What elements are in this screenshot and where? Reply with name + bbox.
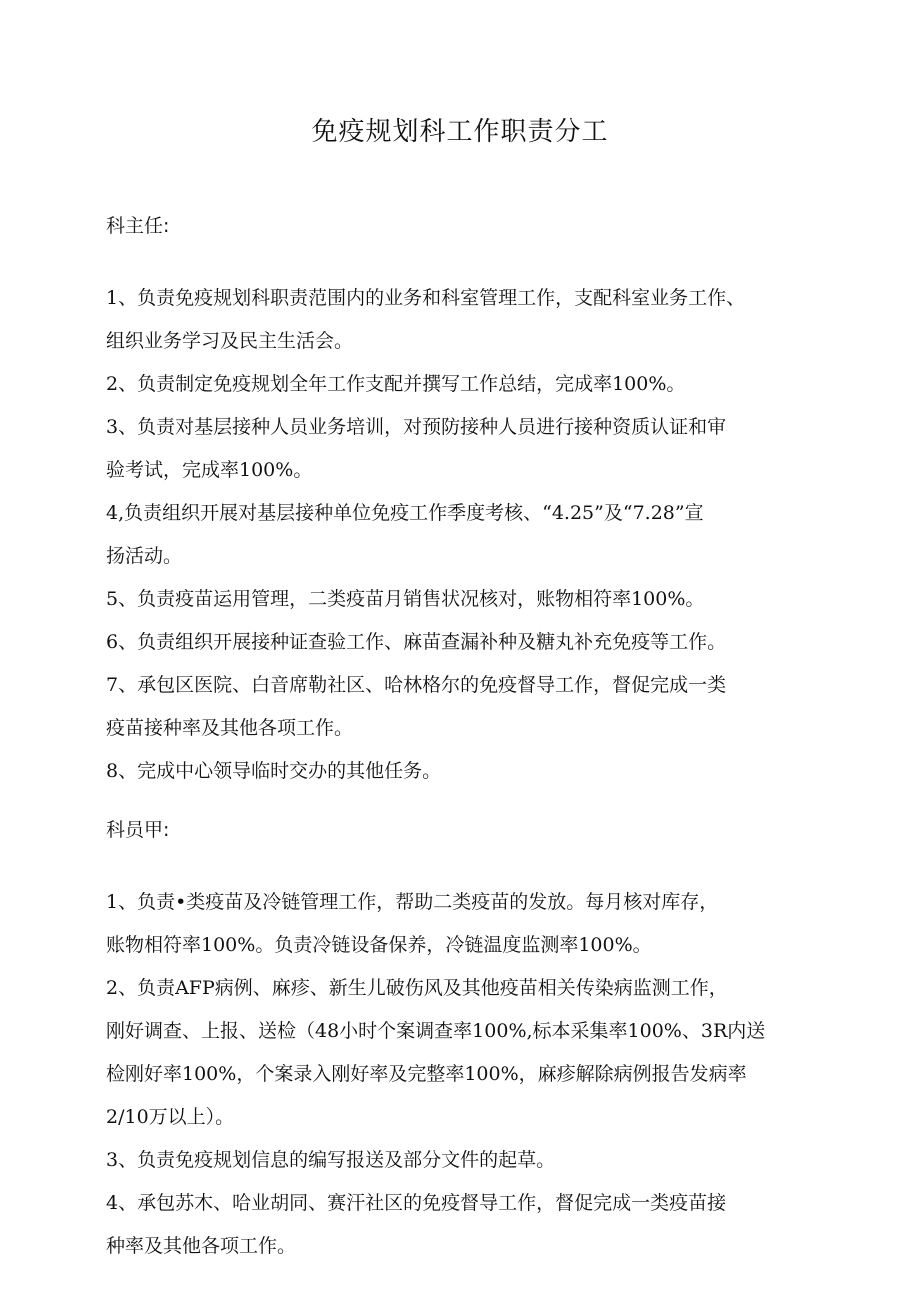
duty-item: 3、负责对基层接种人员业务培训，对预防接种人员进行接种资质认证和审 验考试，完成率100%。: [106, 416, 727, 481]
duty-item: 3、负责免疫规划信息的编写报送及部分文件的起草。: [106, 1149, 556, 1171]
duty-item: 6、负责组织开展接种证查验工作、麻苗查漏补种及糖丸补充免疫等工作。: [106, 631, 727, 653]
duty-list: [106, 277, 826, 793]
section-director: [106, 212, 826, 793]
section-staff-a: [106, 816, 826, 1268]
duty-item: 7、承包区医院、白音席勒社区、哈林格尔的免疫督导工作，督促完成一类 疫苗接种率及其他各项工作。: [106, 674, 727, 739]
duty-list: [106, 881, 826, 1268]
document-title: 免疫规划科工作职责分工: [311, 117, 609, 147]
duty-item: 5、负责疫苗运用管理，二类疫苗月销售状况核对，账物相符率100%。: [106, 588, 705, 610]
duty-item: 1、负责免疫规划科职责范围内的业务和科室管理工作，支配科室业务工作、 组织业务学习及民主生活会。: [106, 287, 746, 352]
duty-item: 2、负责AFP病例、麻疹、新生儿破伤风及其他疫苗相关传染病监测工作， 刚好调查、上报、送检（48小时个案调查率100%,标本采集率100%、3R内送 检刚好率100%，个案录入刚好率及完整率100%，麻疹解除病例报告发病率 2/10万以上）。: [106, 977, 766, 1128]
duty-item: 1、负责•类疫苗及冷链管理工作，帮助二类疫苗的发放。每月核对库存， 账物相符率100%。负责冷链设备保养，冷链温度监测率100%。: [106, 891, 719, 956]
duty-item: 4,负责组织开展对基层接种单位免疫工作季度考核、“4.25”及“7.28”宣 扬活动。: [106, 502, 704, 567]
duty-item: 8、完成中心领导临时交办的其他任务。: [106, 760, 442, 782]
section-heading: 科员甲:: [106, 819, 170, 841]
section-heading: 科主任:: [106, 215, 170, 237]
duty-item: 2、负责制定免疫规划全年工作支配并撰写工作总结，完成率100%。: [106, 373, 686, 395]
duty-item: 4、承包苏木、哈业胡同、赛汗社区的免疫督导工作，督促完成一类疫苗接 种率及其他各项工作。: [106, 1192, 727, 1257]
